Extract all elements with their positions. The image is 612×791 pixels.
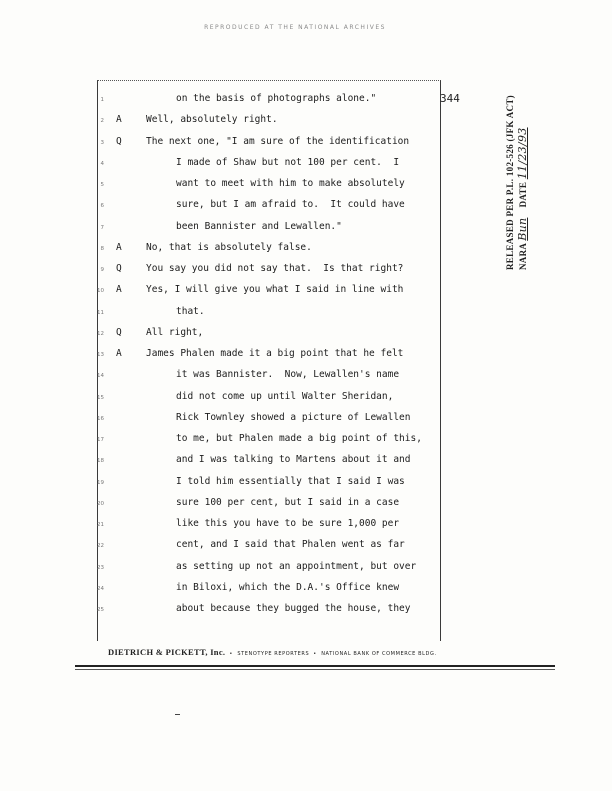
testimony-text: like this you have to be sure 1,000 per (176, 518, 400, 529)
line-number: 1 (100, 97, 104, 103)
release-stamp-nara-row (516, 95, 529, 270)
testimony-text: All right, (146, 326, 204, 338)
line-number: 10 (97, 288, 104, 295)
speaker-label: Q (116, 135, 122, 147)
nara-label: NARA (518, 243, 528, 270)
testimony-text: The next one, "I am sure of the identification (146, 135, 410, 147)
line-number: 13 (97, 352, 104, 358)
line-number: 3 (100, 139, 104, 146)
nara-initials: Bun (516, 217, 529, 241)
testimony-text: and I was talking to Martens about it and (176, 454, 411, 466)
line-number: 9 (100, 267, 104, 273)
testimony-text: about because they bugged the house, they (176, 603, 411, 614)
release-stamp (505, 95, 529, 270)
line-number: 24 (97, 585, 104, 592)
line-number: 11 (97, 309, 104, 316)
reporter-company: DIETRICH & PICKETT, Inc. (108, 647, 226, 657)
testimony-text: Rick Townley showed a picture of Lewallen (176, 411, 411, 423)
line-number: 8 (100, 245, 104, 252)
line-number: 12 (97, 330, 104, 337)
testimony-text: James Phalen made it a big point that he felt (146, 348, 404, 359)
testimony-text: did not come up until Walter Sheridan, (176, 390, 394, 402)
line-number: 23 (97, 564, 104, 571)
testimony-text: on the basis of photographs alone." (176, 93, 377, 104)
stamp-date: 11/23/93 (516, 127, 529, 180)
testimony-text: I made of Shaw but not 100 per cent. I (176, 156, 400, 168)
line-number: 16 (97, 415, 104, 422)
line-number: 2 (100, 118, 104, 125)
speaker-label: A (116, 348, 122, 359)
testimony-text: want to meet with him to make absolutely (176, 178, 405, 189)
line-number: 21 (97, 522, 104, 528)
footer-rule (75, 665, 555, 667)
testimony-text: been Bannister and Lewallen." (176, 220, 342, 232)
line-number: 6 (100, 203, 104, 210)
line-number: 22 (97, 543, 104, 550)
line-number: 17 (97, 437, 104, 443)
line-number: 15 (97, 394, 104, 401)
line-number: 20 (97, 500, 104, 507)
reporter-footer: DIETRICH & PICKETT, Inc. • STENOTYPE REPORTERS • NATIONAL BANK OF COMMERCE BLDG. (108, 647, 437, 657)
archive-header: REPRODUCED AT THE NATIONAL ARCHIVES (204, 24, 386, 31)
line-number: 19 (97, 479, 104, 486)
reporter-service: STENOTYPE REPORTERS (237, 651, 310, 657)
speaker-label: Q (116, 326, 122, 338)
speaker-label: A (116, 114, 122, 126)
testimony-text: You say you did not say that. Is that right? (146, 263, 404, 274)
testimony-text: it was Bannister. Now, Lewallen's name (176, 369, 400, 381)
page-mark (175, 714, 180, 715)
testimony-text: cent, and I said that Phalen went as far (176, 539, 405, 551)
testimony-text: sure, but I am afraid to. It could have (176, 199, 405, 211)
testimony-text: No, that is absolutely false. (146, 241, 312, 253)
release-stamp-line: RELEASED PER P.L. 102-526 (JFK ACT) (505, 95, 515, 270)
date-label: DATE (518, 181, 528, 208)
line-number: 5 (100, 182, 104, 188)
footer-rule-thin (75, 669, 555, 670)
reporter-address: NATIONAL BANK OF COMMERCE BLDG. (321, 651, 437, 657)
line-number: 14 (97, 373, 104, 380)
line-number: 4 (100, 160, 104, 167)
speaker-label: A (116, 241, 122, 253)
line-number: 18 (97, 458, 104, 465)
testimony-text: I told him essentially that I said I was (176, 475, 405, 487)
testimony-text: as setting up not an appointment, but over (176, 560, 417, 572)
testimony-text: sure 100 per cent, but I said in a case (176, 496, 400, 508)
speaker-label: A (116, 284, 122, 296)
testimony-text: to me, but Phalen made a big point of this, (176, 433, 422, 444)
testimony-text: Yes, I will give you what I said in line with (146, 284, 404, 296)
testimony-text: in Biloxi, which the D.A.'s Office knew (176, 581, 400, 593)
testimony-text: that. (176, 305, 205, 317)
page-number: 344 (440, 92, 460, 105)
testimony-text: Well, absolutely right. (146, 114, 278, 126)
speaker-label: Q (116, 263, 122, 274)
line-number: 25 (97, 607, 104, 613)
line-number: 7 (100, 224, 104, 231)
